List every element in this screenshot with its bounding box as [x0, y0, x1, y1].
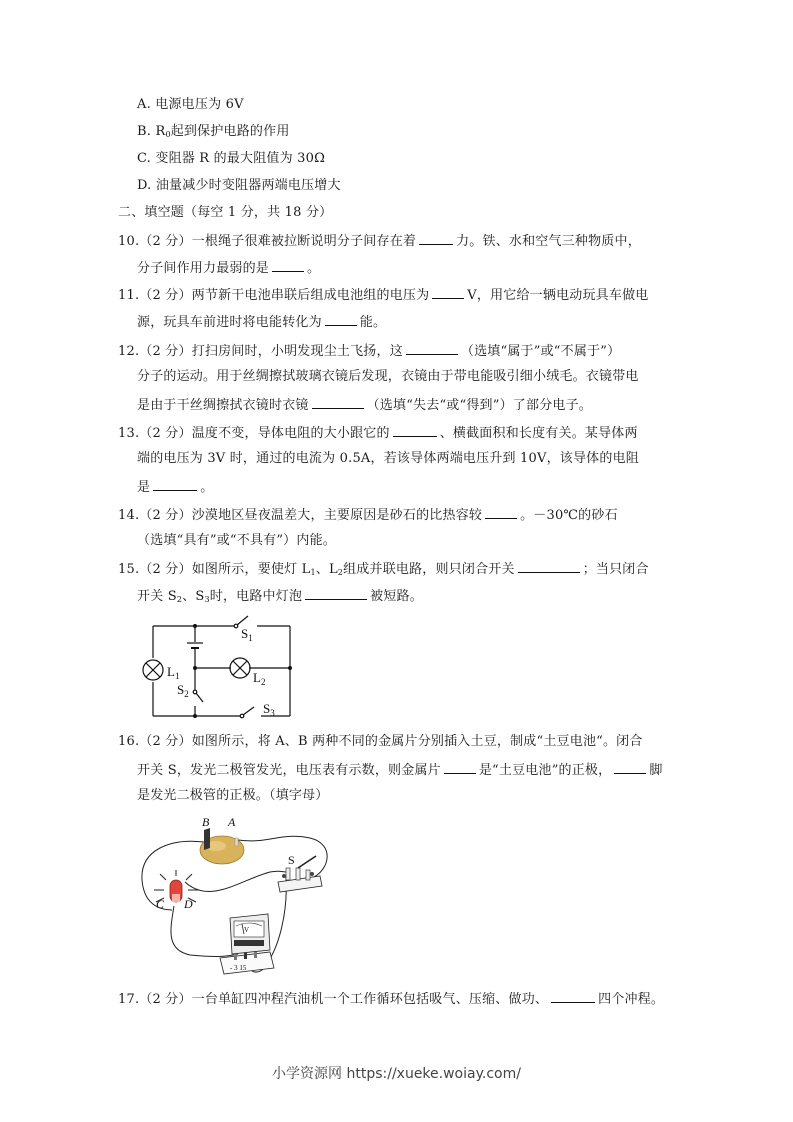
answer-blank[interactable] — [393, 424, 437, 437]
answer-blank[interactable] — [444, 761, 476, 774]
question-16-line-2 — [137, 761, 663, 779]
question-15-line-2 — [137, 587, 423, 608]
question-text: 力。铁、水和空气三种物质中， — [456, 234, 641, 249]
option-text: 变阻器 R 的最大阻值为 30Ω — [155, 151, 326, 166]
switch-icon — [278, 856, 322, 892]
metal-plate-a — [235, 838, 238, 846]
option-label: A. — [137, 97, 151, 112]
question-text: 。 — [200, 480, 214, 495]
question-text: 开关 S — [137, 589, 177, 604]
question-number: 17.（2 分） — [118, 992, 192, 1007]
question-13-line-1 — [118, 424, 638, 442]
question-text: 四个冲程。 — [598, 992, 665, 1007]
question-14-line-1 — [118, 506, 618, 524]
label-l2: $L_2$ — [253, 670, 266, 687]
metal-plate-b — [204, 828, 210, 850]
option-a — [137, 97, 244, 113]
option-text: R — [155, 124, 166, 139]
label-d: D — [184, 897, 193, 911]
footer-watermark[interactable]: 小学资源网 https://xueke.woiay.com/ — [272, 1066, 521, 1082]
question-text: 、S — [182, 589, 205, 604]
question-text: 一根绳子很难被拉断说明分子间存在着 — [191, 234, 417, 249]
option-text: 油量减少时变阻器两端电压增大 — [155, 178, 341, 193]
question-12-line-1 — [118, 342, 620, 360]
question-text: 源，玩具车前进时将电能转化为 — [137, 315, 322, 330]
question-16-line-1 — [118, 734, 643, 750]
question-text: 。 — [307, 261, 321, 276]
question-text: 两节新干电池串联后组成电池组的电压为 — [191, 288, 430, 303]
answer-blank[interactable] — [305, 587, 367, 600]
answer-blank[interactable] — [551, 990, 595, 1003]
answer-blank[interactable] — [485, 506, 517, 519]
question-11-line-2 — [137, 313, 386, 331]
question-number: 12.（2 分） — [118, 344, 192, 359]
question-16-line-3: 是发光二极管的正极。（填字母） — [137, 788, 329, 803]
question-text: 沙漠地区昼夜温差大，主要原因是砂石的比热容较 — [191, 508, 483, 523]
question-text: 是由于干丝绸擦拭衣镜时衣镜 — [137, 398, 309, 413]
meter-label: V — [244, 926, 250, 934]
potato-battery-figure — [130, 810, 340, 980]
question-13-line-3 — [137, 478, 213, 496]
option-label: D. — [137, 178, 152, 193]
question-14-line-2: （选填“具有”或“不具有”）内能。 — [137, 533, 336, 548]
question-text: 脚 — [649, 763, 663, 778]
subscript: 3 — [204, 595, 210, 604]
question-number: 11.（2 分） — [118, 288, 192, 303]
subscript: 1 — [310, 568, 316, 577]
question-number: 15.（2 分） — [118, 562, 192, 577]
answer-blank[interactable] — [419, 232, 453, 245]
answer-blank[interactable] — [406, 342, 458, 355]
question-15-line-1 — [118, 560, 649, 581]
question-10-line-1 — [118, 232, 641, 250]
label-s3: $S_3$ — [263, 701, 275, 718]
question-11-line-1 — [118, 286, 649, 304]
question-text: 组成并联电路，则只闭合开关 — [343, 562, 515, 577]
question-text: 如图所示，要使灯 L — [191, 562, 311, 577]
question-12-line-2: 分子的运动。用于丝绸擦拭玻璃衣镜后发现，衣镜由于带电能吸引细小绒毛。衣镜带电 — [137, 369, 639, 384]
question-text: 分子间作用力最弱的是 — [137, 261, 270, 276]
answer-blank[interactable] — [272, 259, 304, 272]
question-text: 是“土豆电池”的正极， — [478, 763, 612, 778]
subscript: 2 — [337, 568, 344, 577]
question-text: 一台单缸四冲程汽油机一个工作循环包括吸气、压缩、做功、 — [191, 992, 549, 1007]
label-c: C — [156, 897, 165, 911]
question-number: 16.（2 分） — [118, 734, 192, 749]
label-s2: $S_2$ — [177, 682, 189, 699]
circuit-diagram — [135, 610, 305, 725]
question-text: （选填“失去“或“得到”）了部分电子。 — [366, 398, 592, 413]
question-number: 10.（2 分） — [118, 234, 192, 249]
label-b: B — [202, 815, 210, 829]
label-s: S — [288, 853, 295, 867]
question-text: 开关 S，发光二极管发光，电压表有示数，则金属片 — [137, 763, 441, 778]
question-text: 是 — [137, 480, 151, 495]
question-text: 。－30℃的砂石 — [520, 508, 618, 523]
question-text: 、横截面积和长度有关。某导体两 — [439, 426, 638, 441]
label-a: A — [228, 815, 236, 829]
question-text: ；当只闭合 — [582, 562, 649, 577]
question-17-line-1 — [118, 990, 664, 1008]
option-d — [137, 178, 341, 194]
answer-blank[interactable] — [153, 478, 197, 491]
question-text: 温度不变，导体电阻的大小跟它的 — [191, 426, 390, 441]
question-text: 能。 — [359, 315, 387, 330]
option-b — [137, 124, 290, 143]
answer-blank[interactable] — [325, 313, 357, 326]
option-label: C. — [137, 151, 152, 166]
question-10-line-2 — [137, 259, 320, 277]
option-label: B. — [137, 124, 152, 139]
answer-blank[interactable] — [518, 560, 580, 573]
option-text: 电源电压为 6V — [155, 97, 244, 112]
question-text: 如图所示，将 A、B 两种不同的金属片分别插入土豆，制成“土豆电池“。闭合 — [191, 734, 643, 749]
option-c — [137, 151, 325, 167]
subscript: 2 — [176, 595, 183, 604]
question-number: 14.（2 分） — [118, 508, 192, 523]
answer-blank[interactable] — [614, 761, 646, 774]
voltmeter-icon — [220, 914, 274, 974]
label-s1: $S_1$ — [241, 626, 253, 643]
answer-blank[interactable] — [432, 286, 464, 299]
question-12-line-3 — [137, 396, 592, 414]
question-text: 打扫房间时，小明发现尘土飞扬，这 — [191, 344, 403, 359]
section-title: 二、填空题（每空 1 分，共 18 分） — [118, 205, 333, 220]
terminal-labels: - 3 15 — [230, 964, 247, 972]
option-text: 起到保护电路的作用 — [170, 124, 290, 139]
question-text: 时，电路中灯泡 — [209, 589, 303, 604]
question-text: （选填“属于”或“不属于”） — [460, 344, 621, 359]
question-13-line-2: 端的电压为 3V 时，通过的电流为 0.5A，若该导体两端电压升到 10V，该导体的电阻 — [137, 451, 639, 466]
question-number: 13.（2 分） — [118, 426, 192, 441]
question-text: 、L — [315, 562, 338, 577]
label-l1: $L_1$ — [167, 664, 180, 681]
question-text: V，用它给一辆电动玩具车做电 — [467, 288, 649, 303]
question-text: 被短路。 — [370, 589, 423, 604]
subscript: 0 — [165, 130, 171, 139]
answer-blank[interactable] — [312, 396, 364, 409]
